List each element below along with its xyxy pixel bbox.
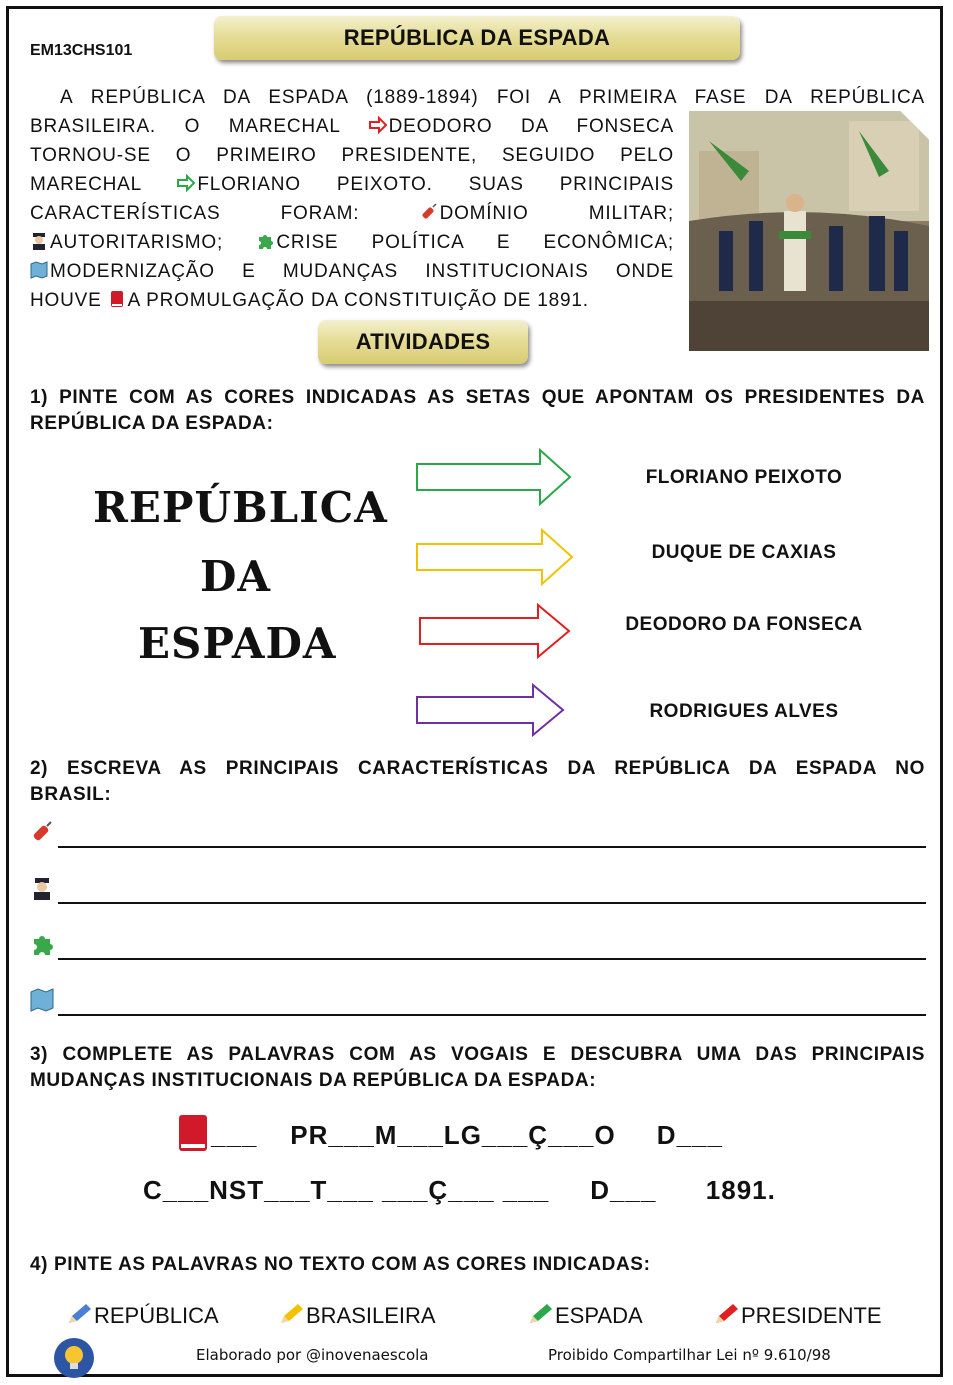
answer-line-modernization[interactable]	[30, 986, 926, 1016]
option-deodoro-da-fonseca: DEODORO DA FONSECA	[625, 614, 863, 635]
question-3-line-2: MUDANÇAS INSTITUCIONAIS DA REPÚBLICA DA ESPADA:	[30, 1070, 597, 1091]
answer-line-authoritarianism[interactable]	[30, 874, 926, 904]
intro-line-2	[30, 112, 674, 141]
question-1-line-1: 1) PINTE COM AS CORES INDICADAS AS SETAS QUE APONTAM OS PRESIDENTES DA	[30, 387, 925, 408]
dynamite-icon	[420, 201, 438, 219]
answer-rule	[58, 958, 926, 960]
intro-line-8	[30, 286, 674, 315]
intro-text-span: BRASILEIRA. O MARECHAL	[30, 116, 341, 137]
intro-line-3: TORNOU-SE O PRIMEIRO PRESIDENTE, SEGUIDO PELO	[30, 145, 674, 166]
option-duque-de-caxias: DUQUE DE CAXIAS	[651, 542, 837, 563]
arrow-red-outline[interactable]	[418, 603, 574, 659]
intro-line-1: A REPÚBLICA DA ESPADA (1889-1894) FOI A PRIMEIRA FASE DA REPÚBLICA	[60, 87, 925, 108]
intro-text-span: MODERNIZAÇÃO E MUDANÇAS INSTITUCIONAIS ONDE	[50, 261, 674, 282]
color-word-brasileira	[278, 1302, 436, 1329]
intro-text-span: DEODORO DA FONSECA	[388, 116, 674, 137]
big-word-da: DA	[200, 552, 272, 601]
question-2-line-2: BRASIL:	[30, 784, 112, 805]
blue-pencil-icon	[66, 1302, 94, 1326]
option-floriano-peixoto: FLORIANO PEIXOTO	[645, 467, 843, 488]
intro-line-6	[30, 228, 674, 257]
green-pencil-icon	[527, 1302, 555, 1326]
answer-line-crisis[interactable]	[30, 930, 926, 960]
fill-blank-row-1[interactable]: ___ PR___M___LG___Ç___O D___	[211, 1120, 723, 1150]
question-1-line-2: REPÚBLICA DA ESPADA:	[30, 413, 274, 434]
intro-text-span: DOMÍNIO MILITAR;	[439, 203, 674, 224]
question-2	[30, 756, 925, 808]
yellow-pencil-icon	[278, 1302, 306, 1326]
lightbulb-icon	[59, 1343, 89, 1373]
option-rodrigues-alves: RODRIGUES ALVES	[649, 701, 839, 722]
dynamite-icon	[30, 820, 54, 844]
question-1	[30, 385, 925, 437]
color-word-label: BRASILEIRA	[306, 1303, 436, 1328]
intro-text-span: MARECHAL	[30, 174, 142, 195]
intro-text-span: HOUVE	[30, 290, 102, 311]
school-logo	[54, 1338, 94, 1378]
answer-line-military[interactable]	[30, 818, 926, 848]
color-word-label: PRESIDENTE	[741, 1303, 882, 1328]
color-word-label: REPÚBLICA	[94, 1303, 219, 1328]
puzzle-piece-icon	[30, 932, 54, 956]
arrow-purple-outline[interactable]	[415, 683, 567, 737]
color-word-label: ESPADA	[555, 1303, 643, 1328]
question-3	[30, 1042, 925, 1094]
big-word-republica: REPÚBLICA	[93, 483, 388, 532]
page-title: REPÚBLICA DA ESPADA	[214, 16, 740, 60]
big-word-espada: ESPADA	[138, 619, 337, 668]
red-arrow-icon	[369, 114, 387, 132]
intro-line-4	[30, 170, 674, 199]
skill-code: EM13CHS101	[30, 42, 133, 59]
red-book-icon	[177, 1114, 209, 1152]
intro-text-span: AUTORITARISMO;	[50, 232, 224, 253]
police-officer-icon	[30, 876, 54, 900]
color-word-republica	[66, 1302, 219, 1329]
footer-copyright: Proibido Compartilhar Lei nº 9.610/98	[548, 1346, 831, 1364]
activities-title: ATIVIDADES	[318, 320, 528, 364]
red-pencil-icon	[713, 1302, 741, 1326]
intro-line-5	[30, 199, 674, 228]
historical-painting	[689, 111, 929, 351]
question-4: 4) PINTE AS PALAVRAS NO TEXTO COM AS CORES INDICADAS:	[30, 1254, 651, 1275]
intro-text-span: FLORIANO PEIXOTO. SUAS PRINCIPAIS	[197, 174, 674, 195]
red-book-icon	[108, 288, 126, 306]
intro-text-span: CARACTERÍSTICAS FORAM:	[30, 203, 360, 224]
answer-rule	[58, 1014, 926, 1016]
answer-rule	[58, 902, 926, 904]
answer-rule	[58, 846, 926, 848]
intro-text-span: CRISE POLÍTICA E ECONÔMICA;	[276, 232, 674, 253]
arrow-green-outline[interactable]	[415, 448, 575, 506]
color-word-presidente	[713, 1302, 882, 1329]
question-3-line-1: 3) COMPLETE AS PALAVRAS COM AS VOGAIS E DESCUBRA UMA DAS PRINCIPAIS	[30, 1044, 925, 1065]
fill-blank-row-2[interactable]: C___NST___T___ ___Ç___ ___ D___ 1891.	[143, 1175, 776, 1205]
map-icon	[30, 259, 48, 277]
question-2-line-1: 2) ESCREVA AS PRINCIPAIS CARACTERÍSTICAS DA REPÚBLICA DA ESPADA NO	[30, 758, 925, 779]
footer-author: Elaborado por @inovenaescola	[196, 1346, 429, 1364]
map-icon	[30, 988, 54, 1012]
color-word-espada	[527, 1302, 643, 1329]
intro-text-span: A PROMULGAÇÃO DA CONSTITUIÇÃO DE 1891.	[127, 290, 589, 311]
police-officer-icon	[30, 230, 48, 248]
intro-body	[30, 112, 674, 315]
green-arrow-icon	[177, 172, 195, 190]
intro-line-7	[30, 257, 674, 286]
arrow-yellow-outline[interactable]	[415, 528, 577, 586]
puzzle-piece-icon	[256, 230, 274, 248]
